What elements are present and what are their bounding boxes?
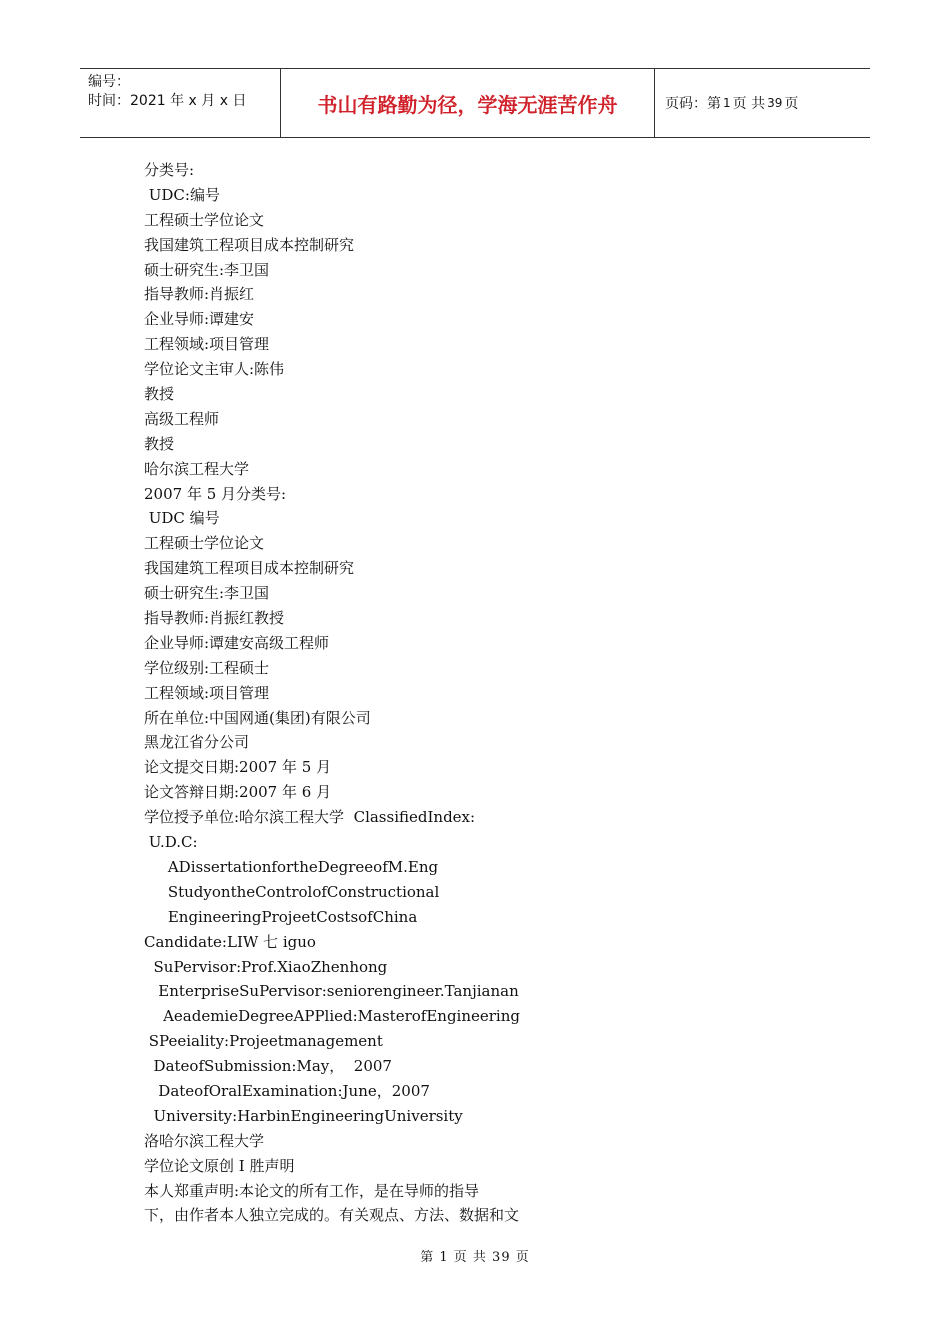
text-line: 黑龙江省分公司 [144, 733, 250, 752]
header-meta [80, 69, 281, 137]
text-line: 工程领域:项目管理 [144, 335, 270, 354]
page-current: 1 [723, 96, 731, 110]
text-line: 我国建筑工程项目成本控制研究 [144, 235, 355, 254]
text-line: 硕士研究生:李卫国 [144, 260, 270, 279]
header-motto: 书山有路勤为径，学海无涯苦作舟 [281, 69, 655, 137]
text-line: 所在单位:中国网通(集团)有限公司 [144, 708, 371, 727]
text-line: SuPervisor:Prof.XiaoZhenhong [144, 957, 388, 976]
page-footer: 第 1 页 共 39 页 [420, 1250, 530, 1265]
text-line: SPeeiality:Projeetmanagement [144, 1032, 383, 1051]
text-line: 本人郑重声明:本论文的所有工作，是在导师的指导 [144, 1181, 480, 1200]
page-suffix: 页 [784, 96, 799, 112]
header-page-info [655, 69, 870, 137]
page-prefix: 页码：第 [665, 96, 721, 112]
text-line: 我国建筑工程项目成本控制研究 [144, 559, 355, 578]
page-total: 39 [767, 96, 783, 110]
text-line: 工程硕士学位论文 [144, 534, 265, 553]
text-line: 指导教师:肖振红教授 [144, 609, 285, 628]
text-line: StudyontheControlofConstructional [144, 882, 440, 901]
number-label: 编号： [88, 74, 130, 90]
page-header [80, 68, 870, 138]
text-line: 论文答辩日期:2007 年 6 月 [144, 783, 332, 802]
text-line: 硕士研究生:李卫国 [144, 584, 270, 603]
text-line: 论文提交日期:2007 年 5 月 [144, 758, 332, 777]
date-label: 时间：2021 年 x 月 x 日 [88, 93, 247, 109]
text-line: 学位级别:工程硕士 [144, 658, 270, 677]
text-line: AeademieDegreeAPPlied:MasterofEngineering [144, 1007, 520, 1026]
text-line: 高级工程师 [144, 409, 220, 428]
text-line: 工程硕士学位论文 [144, 210, 265, 229]
text-line: 学位论文原创 I 胜声明 [144, 1156, 295, 1175]
text-line: University:HarbinEngineeringUniversity [144, 1106, 463, 1125]
page-mid: 页 共 [732, 96, 766, 112]
text-line: 指导教师:肖振红 [144, 285, 255, 304]
text-line: 下，由作者本人独立完成的。有关观点、方法、数据和文 [144, 1206, 520, 1225]
text-line: 2007 年 5 月分类号: [144, 484, 287, 503]
text-line: UDC 编号 [144, 509, 220, 528]
text-line: DateofSubmission:May， 2007 [144, 1057, 392, 1076]
text-line: EngineeringProjeetCostsofChina [144, 907, 418, 926]
text-line: 学位论文主审人:陈伟 [144, 360, 285, 379]
text-line: U.D.C: [144, 833, 198, 852]
text-line: 哈尔滨工程大学 [144, 459, 250, 478]
text-line: 洛哈尔滨工程大学 [144, 1131, 265, 1150]
text-line: Candidate:LIW 七 iguo [144, 932, 316, 951]
text-line: EnterpriseSuPervisor:seniorengineer.Tanjianan [144, 982, 519, 1001]
text-line: 企业导师:谭建安 [144, 310, 255, 329]
text-line: 学位授予单位:哈尔滨工程大学 ClassifiedIndex: [144, 808, 476, 827]
text-line: 分类号: [144, 161, 195, 179]
text-line: 教授 [144, 434, 175, 453]
text-line: ADissertationfortheDegreeofM.Eng [144, 857, 439, 876]
text-line: DateofOralExamination:June，2007 [144, 1081, 430, 1100]
text-line: UDC:编号 [144, 185, 220, 204]
text-line: 企业导师:谭建安高级工程师 [144, 633, 330, 652]
document-body [144, 158, 764, 1228]
text-line: 教授 [144, 385, 175, 404]
text-line: 工程领域:项目管理 [144, 683, 270, 702]
